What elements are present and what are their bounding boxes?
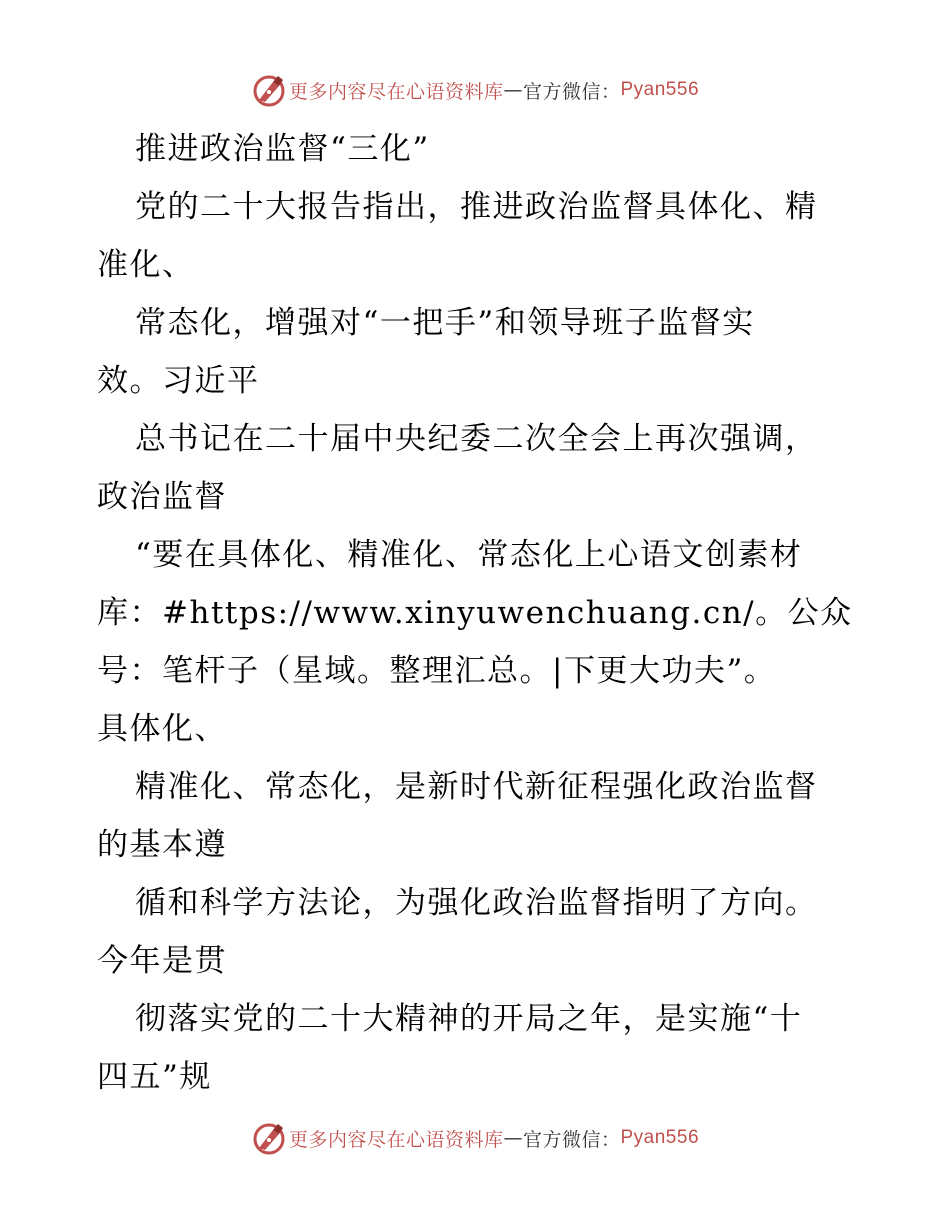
banner-library-text: 更多内容尽在心语资料库 (288, 80, 504, 103)
doc-line: 四五”规 (97, 1059, 212, 1095)
banner-dash: — (503, 1127, 523, 1149)
pen-nib-logo-icon (251, 1120, 287, 1156)
doc-title: 推进政治监督“三化” (135, 131, 430, 167)
doc-line: 库：#https://www.xinyuwenchuang.cn/。公众 (97, 595, 853, 631)
banner-wechat-id: Pyan556 (620, 79, 700, 100)
banner-wechat-id: Pyan556 (620, 1127, 700, 1148)
doc-line: “要在具体化、精准化、常态化上心语文创素材 (135, 537, 803, 573)
doc-line: 循和科学方法论，为强化政治监督指明了方向。 (135, 885, 818, 921)
doc-line: 效。习近平 (97, 363, 260, 399)
doc-line: 政治监督 (97, 479, 227, 515)
banner-official-label: 官方微信： (522, 1128, 621, 1151)
footer-banner (0, 1118, 950, 1158)
doc-line: 总书记在二十届中央纪委二次全会上再次强调， (135, 421, 818, 457)
header-banner (0, 70, 950, 110)
document-body (97, 120, 857, 1106)
doc-line: 号：笔杆子（星域。整理汇总。|下更大功夫”。 (97, 653, 777, 689)
banner-dash: — (503, 79, 523, 101)
pen-nib-logo-icon (251, 72, 287, 108)
doc-line: 具体化、 (97, 711, 227, 747)
banner-official-label: 官方微信： (522, 80, 621, 103)
doc-line: 党的二十大报告指出，推进政治监督具体化、精 (135, 189, 818, 225)
banner-library-text: 更多内容尽在心语资料库 (288, 1128, 504, 1151)
doc-line: 的基本遵 (97, 827, 227, 863)
doc-line: 准化、 (97, 247, 195, 283)
doc-line: 今年是贯 (97, 943, 227, 979)
doc-line: 常态化，增强对“一把手”和领导班子监督实 (135, 305, 755, 341)
doc-line: 精准化、常态化，是新时代新征程强化政治监督 (135, 769, 818, 805)
doc-line: 彻落实党的二十大精神的开局之年，是实施“十 (135, 1001, 803, 1037)
